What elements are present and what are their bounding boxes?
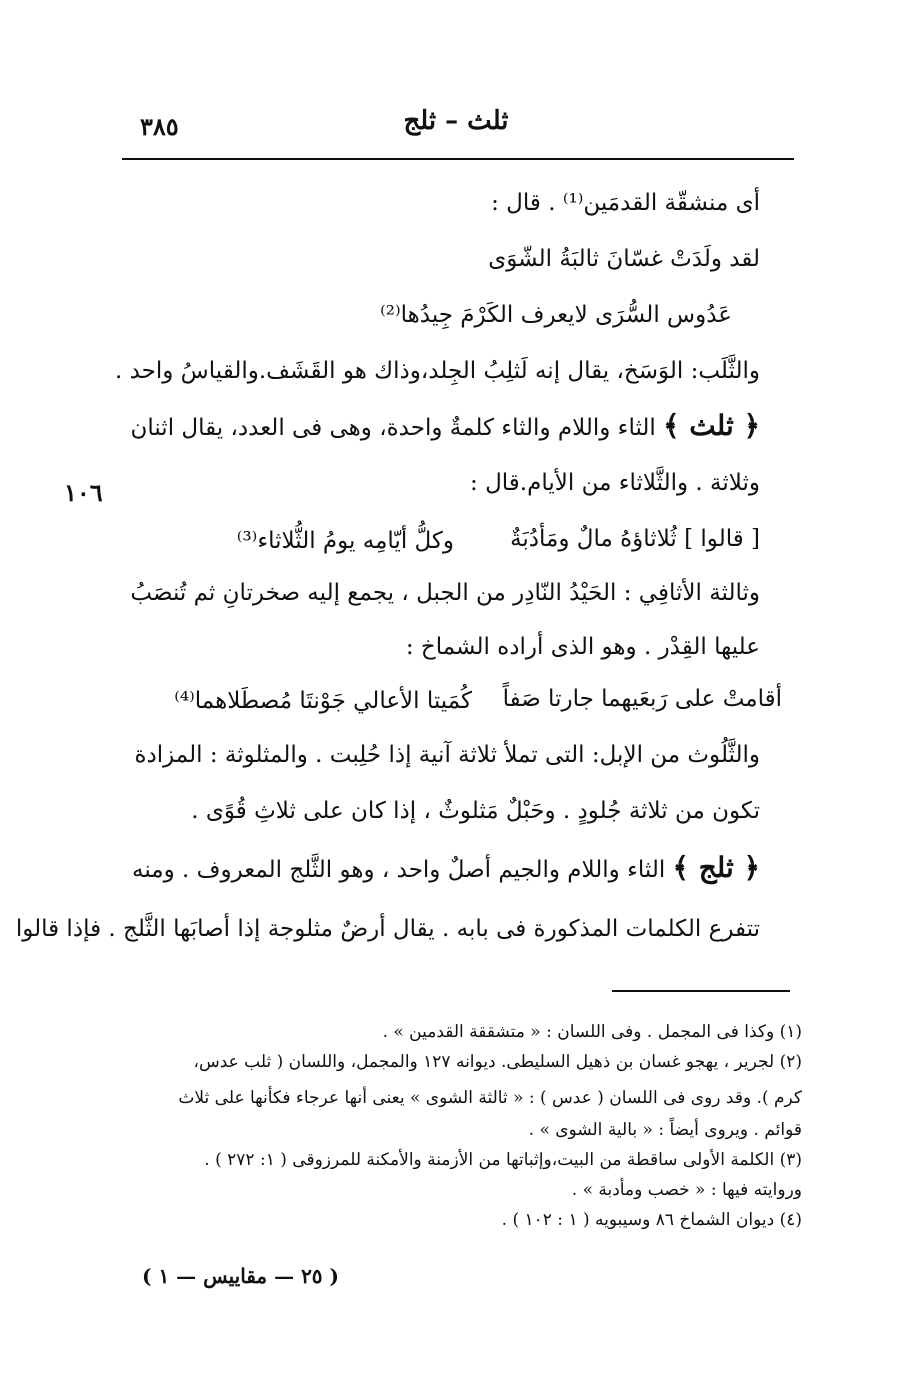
entry-thalath-text: الثاء واللام والثاء كلمةٌ واحدة، وهى فى العدد، يقال اثنان (130, 415, 656, 441)
footnote-4: (٤) ديوان الشماخ ٨٦ وسيبويه ( ١ : ١٠٢ ) . (501, 1210, 802, 1230)
lemma-thalath: ﴿ ثلث ﴾ (663, 409, 760, 442)
verse-line-1: لقد ولَدَتْ غسّانَ ثالبَةُ الشّوَى (488, 246, 760, 272)
verse-hemistich-1a: [ قالوا ] ثُلاثاؤهُ مالٌ ومَأدُبَةٌ (510, 526, 760, 552)
body-line-2: والثَّلَب: الوَسَخ، يقال إنه لَثلِبُ الجِلد،وذاك هو القَشَف.والقياسُ واحد . (114, 358, 760, 384)
running-header-title: ثلث – ثلج (403, 106, 509, 136)
lemma-thalaj: ﴿ ثلج ﴾ (672, 851, 760, 884)
body-line-7: تكون من ثلاثة جُلودٍ . وحَبْلٌ مَثلوثٌ ، إذا كان على ثلاثِ قُوًى . (191, 798, 760, 824)
footnote-1: (١) وكذا فى المجمل . وفى اللسان : « متشققة القدمين » . (382, 1022, 802, 1042)
body-line-5: عليها القِدْر . وهو الذى أراده الشماخ : (405, 634, 760, 660)
page-number: ٣٨٥ (140, 112, 179, 141)
signature-mark: ( ٢٥ — مقاييس — ١ ) (142, 1264, 339, 1288)
body-line-6: والثَّلُوث من الإبل: التى تملأ ثلاثة آنية إذا حُلِبت . والمثلوثة : المزادة (134, 742, 760, 768)
footnote-2-line-3: قوائم . ويروى أيضاً : « بالية الشوى » . (528, 1120, 802, 1140)
header-rule (122, 158, 794, 160)
footnote-3-line-2: وروايته فيها : « خصب ومأدبة » . (571, 1180, 802, 1200)
body-line-8: تتفرع الكلمات المذكورة فى بابه . يقال أرضٌ مثلوجة إذا أصابَها الثَّلج . فإذا قالوا (15, 916, 760, 942)
verse-hemistich-1b: وكلُّ أيّامِه يومُ الثُّلاثاء⁽³⁾ (236, 528, 454, 554)
footnote-rule (612, 990, 790, 992)
entry-thalaj-text: الثاء واللام والجيم أصلٌ واحد ، وهو الثَّلج المعروف . ومنه (131, 857, 666, 883)
footnote-2-line-1: (٢) لجرير ، يهجو غسان بن ذهيل السليطى. ديوانه ١٢٧ والمجمل، واللسان ( ثلب عدس، (193, 1052, 802, 1072)
verse-hemistich-2a: أقامتْ على رَبعَيهما جارتا صَفاً (502, 686, 782, 712)
verse-hemistich-2b: كُمَيتا الأعالي جَوْنتَا مُصطَلاهما⁽⁴⁾ (174, 688, 472, 714)
body-line-1: أى منشقّة القدمَين⁽¹⁾ . قال : (491, 190, 760, 216)
body-line-4: وثالثة الأثافِي : الحَيْدُ النّادِر من الجبل ، يجمع إليه صخرتانِ ثم تُنصَبُ (130, 580, 760, 606)
footnote-2-line-2: كرم ). وقد روى فى اللسان ( عدس ) : « ثالثة الشوى » يعنى أنها عرجاء فكأنها على ثلاث (178, 1088, 802, 1108)
entry-thalaj (131, 851, 760, 884)
entry-thalath (130, 409, 760, 442)
body-line-3: وثلاثة . والثَّلاثاء من الأيام.قال : (470, 470, 760, 496)
margin-number: ١٠٦ (64, 478, 103, 507)
verse-line-2: عَدُوس السُّرَى لايعرف الكَرْمَ جِيدُها⁽²⁾ (380, 302, 732, 328)
footnote-3-line-1: (٣) الكلمة الأولى ساقطة من البيت،وإثباتها من الأزمنة والأمكنة للمرزوقى ( ١: ٢٧٢ ) . (204, 1150, 802, 1170)
